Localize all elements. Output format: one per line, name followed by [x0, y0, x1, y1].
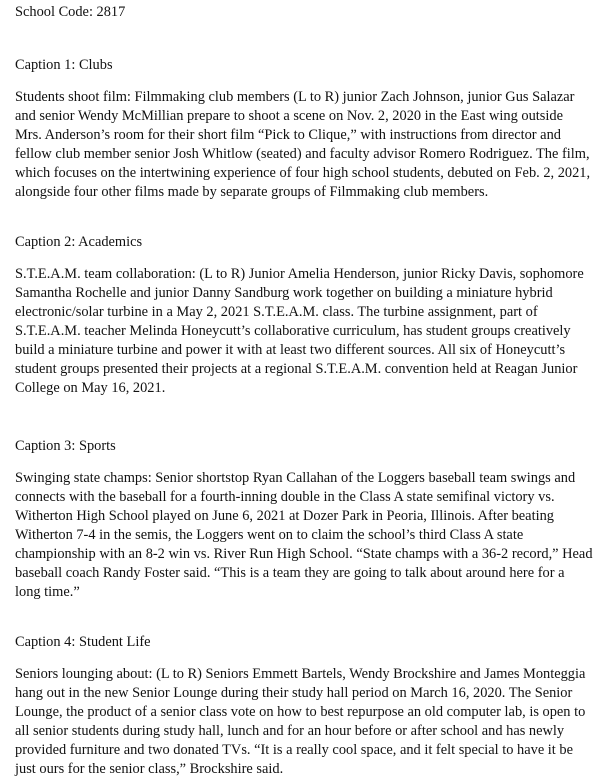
- caption-heading: Caption 4: Student Life: [15, 634, 151, 650]
- school-code: School Code: 2817: [15, 4, 126, 20]
- caption-body: Seniors lounging about: (L to R) Seniors Emmett Bartels, Wendy Brockshire and James Monteggia hang out in the new Senior Lounge during their study hall period on March 16, 2020. The Senior Lounge, the product of a senior class vote on how to best repurpose an old computer lab, is open to all senior students during study hall, lunch and for an hour before or after school and has newly provided furniture and two donated TVs. “It is a really cool space, and it felt special to have it be just ours for the senior class,” Brockshire said.: [15, 666, 586, 777]
- caption-student-life: [15, 633, 593, 779]
- caption-body: Students shoot film: Filmmaking club members (L to R) junior Zach Johnson, junior Gus Salazar and senior Wendy McMillian prepare to shoot a scene on Nov. 2, 2020 in the East wing outside Mrs. Anderson’s room for their short film “Pick to Clique,” with instructions from director and fellow club member senior Josh Whitlow (seated) and faculty advisor Romero Rodriguez. The film, which focuses on the intertwining experience of four high school students, debuted on Feb. 2, 2021, alongside four other films made by separate groups of Filmmaking club members.: [15, 89, 591, 200]
- caption-clubs: [15, 56, 593, 202]
- caption-sports: [15, 437, 593, 602]
- caption-heading: Caption 2: Academics: [15, 234, 143, 250]
- caption-heading: Caption 1: Clubs: [15, 57, 113, 73]
- caption-body: S.T.E.A.M. team collaboration: (L to R) Junior Amelia Henderson, junior Ricky Davis, sophomore Samantha Rochelle and junior Danny Sandburg work together on building a miniature hybrid electronic/solar turbine in a May 2, 2021 S.T.E.A.M. class. The turbine assignment, part of S.T.E.A.M. teacher Melinda Honeycutt’s collaborative curriculum, has student groups creatively build a miniature turbine and power it with at least two different sources. All six of Honeycutt’s student groups presented their projects at a regional S.T.E.A.M. convention held at Reagan Junior College on May 16, 2021.: [15, 266, 584, 396]
- caption-heading: Caption 3: Sports: [15, 438, 116, 454]
- document-page: [15, 3, 593, 779]
- caption-academics: [15, 233, 593, 398]
- caption-body: Swinging state champs: Senior shortstop Ryan Callahan of the Loggers baseball team swings and connects with the baseball for a fourth-inning double in the Class A state semifinal victory vs. Witherton High School played on June 6, 2021 at Dozer Park in Peoria, Illinois. After beating Witherton 7-4 in the semis, the Loggers went on to claim the school’s third Class A state championship with an 8-2 win vs. River Run High School. “State champs with a 36-2 record,” Head baseball coach Randy Foster said. “This is a team they are going to talk about around here for a long time.”: [15, 470, 593, 600]
